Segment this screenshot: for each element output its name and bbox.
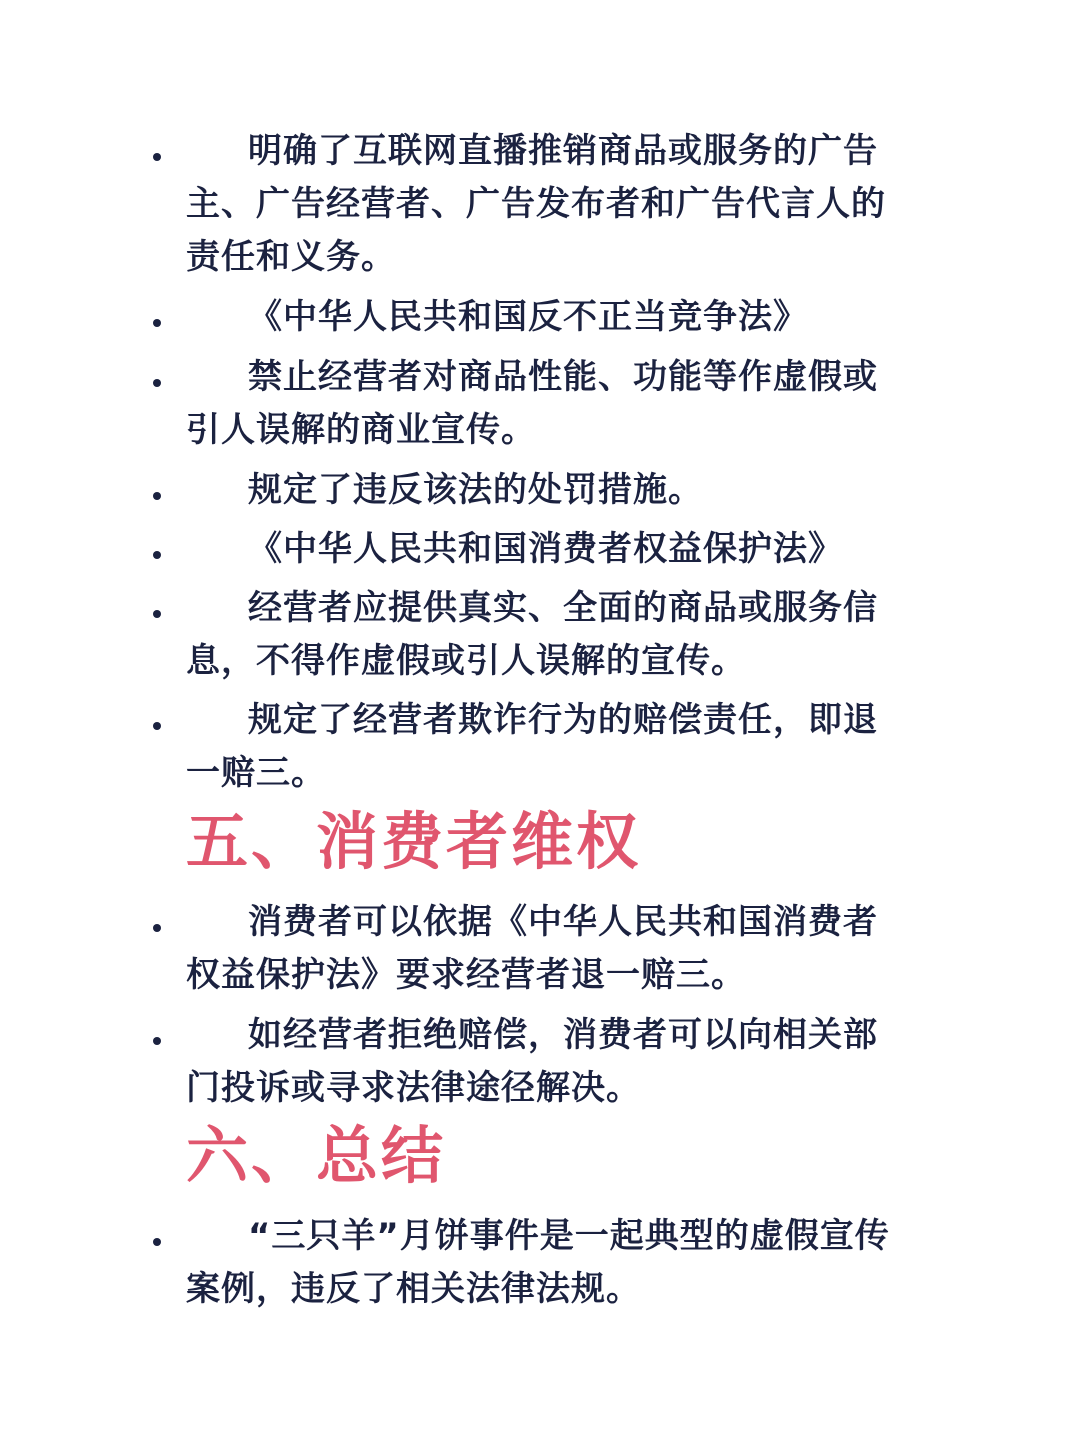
section-heading: 六、总结 bbox=[186, 1119, 447, 1192]
bullet-icon bbox=[153, 722, 161, 730]
list-item-text: 经营者应提供真实、全面的商品或服务信息，不得作虚假或引人误解的宣传。 bbox=[186, 588, 878, 681]
list-item-text: 禁止经营者对商品性能、功能等作虚假或引人误解的商业宣传。 bbox=[186, 357, 878, 450]
list-item-text: 明确了互联网直播推销商品或服务的广告主、广告经营者、广告发布者和广告代言人的责任和义务。 bbox=[186, 131, 886, 277]
list-item-text: 规定了经营者欺诈行为的赔偿责任，即退一赔三。 bbox=[186, 700, 878, 793]
bullet-icon bbox=[153, 924, 161, 932]
list-item-text: “三只羊”月饼事件是一起典型的虚假宣传案例，违反了相关法律法规。 bbox=[186, 1216, 890, 1309]
bullet-icon bbox=[153, 610, 161, 618]
bullet-icon bbox=[153, 379, 161, 387]
list-item-text: 消费者可以依据《中华人民共和国消费者权益保护法》要求经营者退一赔三。 bbox=[186, 902, 878, 995]
list-item-text: 如经营者拒绝赔偿，消费者可以向相关部门投诉或寻求法律途径解决。 bbox=[186, 1015, 878, 1108]
list-item-text: 《中华人民共和国消费者权益保护法》 bbox=[248, 529, 843, 569]
bullet-icon bbox=[153, 153, 161, 161]
list-item-text: 规定了违反该法的处罚措施。 bbox=[248, 470, 703, 510]
bullet-icon bbox=[153, 492, 161, 500]
section-heading: 五、消费者维权 bbox=[186, 805, 642, 878]
bullet-icon bbox=[153, 1037, 161, 1045]
list-item-text: 《中华人民共和国反不正当竞争法》 bbox=[248, 297, 808, 337]
bullet-icon bbox=[153, 319, 161, 327]
bullet-icon bbox=[153, 1238, 161, 1246]
bullet-icon bbox=[153, 551, 161, 559]
